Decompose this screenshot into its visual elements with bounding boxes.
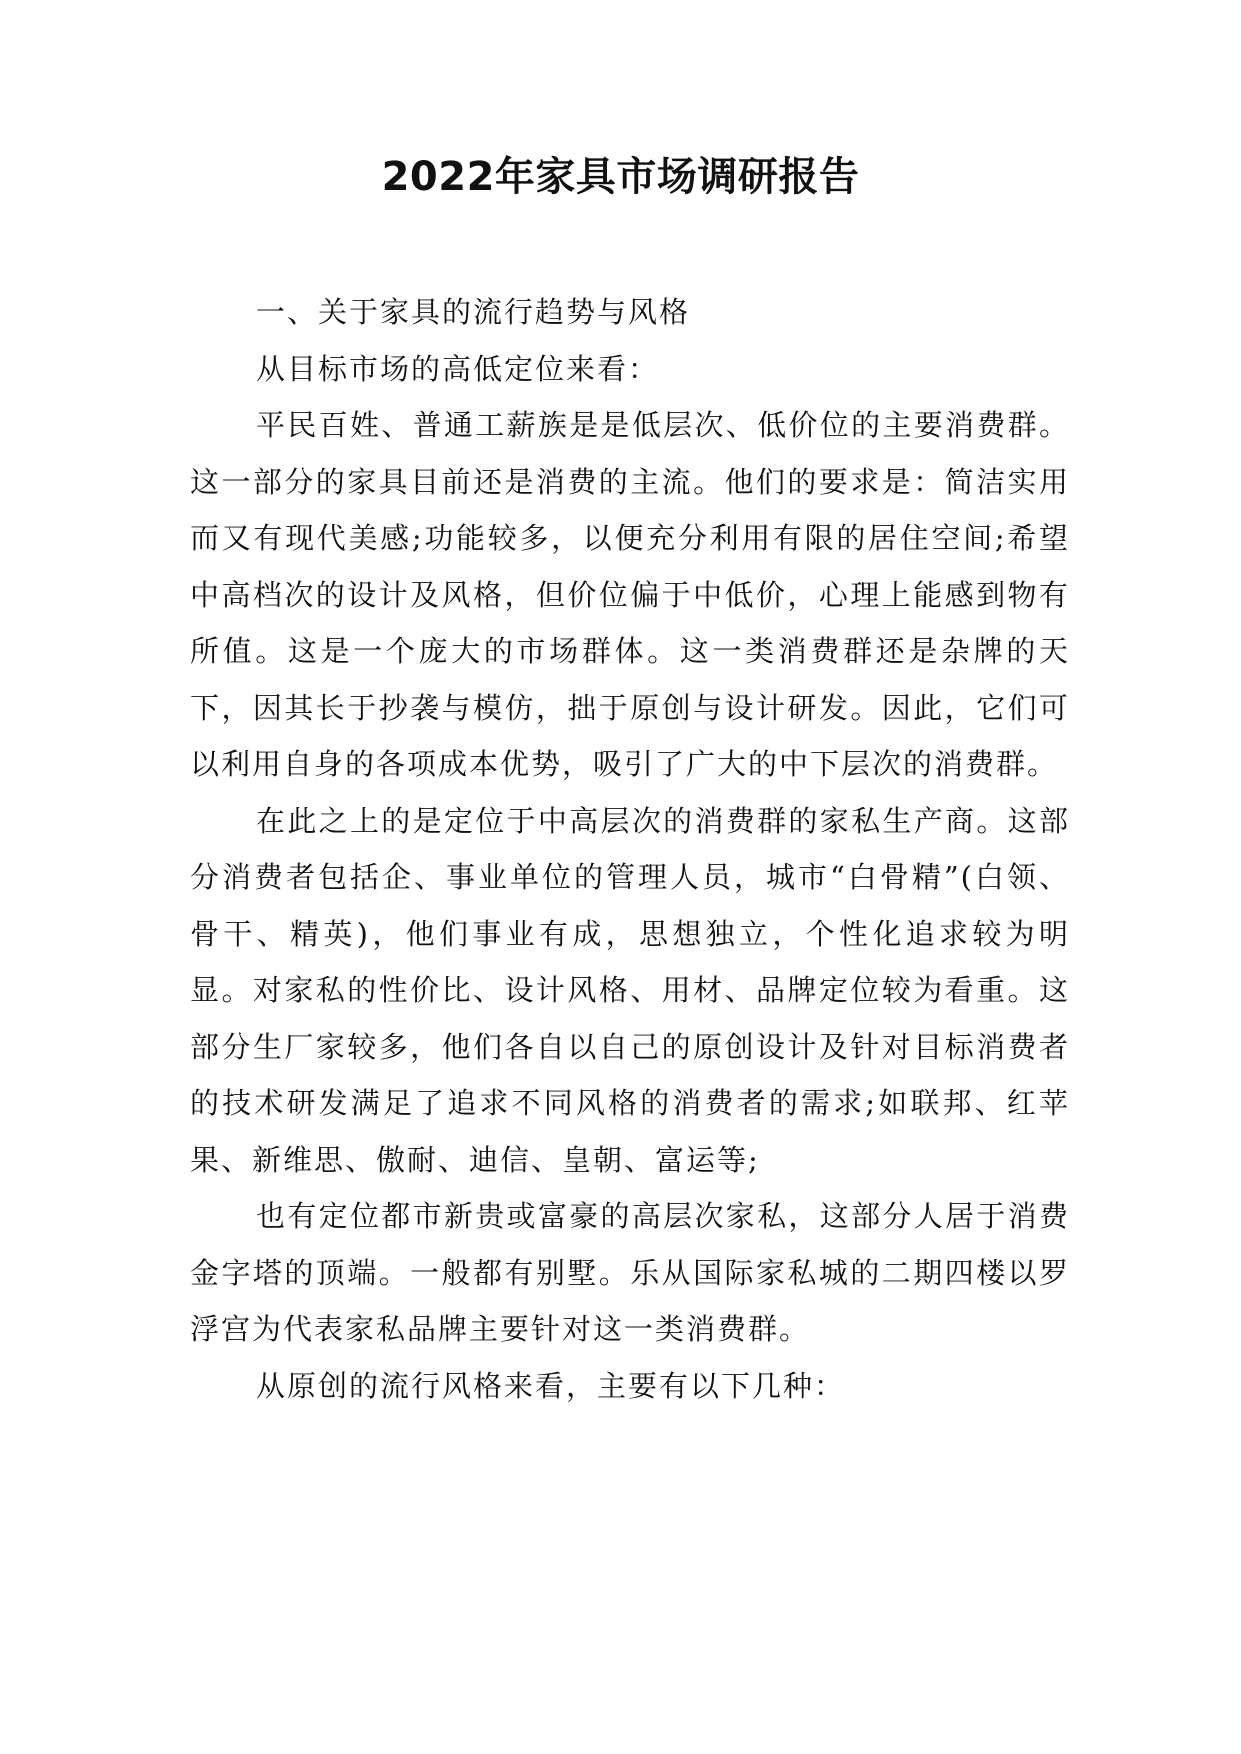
- paragraph: 平民百姓、普通工薪族是是低层次、低价位的主要消费群。这一部分的家具目前还是消费的主流。他们的要求是：简洁实用而又有现代美感;功能较多，以便充分利用有限的居住空间;希望中高档次的设计及风格，但价位偏于中低价，心理上能感到物有所值。这是一个庞大的市场群体。这一类消费群还是杂牌的天下，因其长于抄袭与模仿，拙于原创与设计研发。因此，它们可以利用自身的各项成本优势，吸引了广大的中下层次的消费群。: [190, 408, 1070, 781]
- section-heading: 一、关于家具的流行趋势与风格: [256, 295, 691, 329]
- paragraph: 从原创的流行风格来看，主要有以下几种：: [256, 1368, 846, 1403]
- paragraph: 从目标市场的高低定位来看：: [256, 351, 660, 386]
- document-body: [190, 284, 1070, 1414]
- document-title: 2022年家具市场调研报告: [381, 154, 860, 200]
- paragraph: 在此之上的是定位于中高层次的消费群的家私生产商。这部分消费者包括企、事业单位的管理人员，城市“白骨精”(白领、骨干、精英)，他们事业有成，思想独立，个性化追求较为明显。对家私的性价比、设计风格、用材、品牌定位较为看重。这部分生厂家较多，他们各自以自己的原创设计及针对目标消费者的技术研发满足了追求不同风格的消费者的需求;如联邦、红苹果、新维思、傲耐、迪信、皇朝、富运等;: [190, 803, 1070, 1177]
- paragraph: 也有定位都市新贵或富豪的高层次家私，这部分人居于消费金字塔的顶端。一般都有别墅。乐从国际家私城的二期四楼以罗浮宫为代表家私品牌主要针对这一类消费群。: [190, 1199, 1070, 1346]
